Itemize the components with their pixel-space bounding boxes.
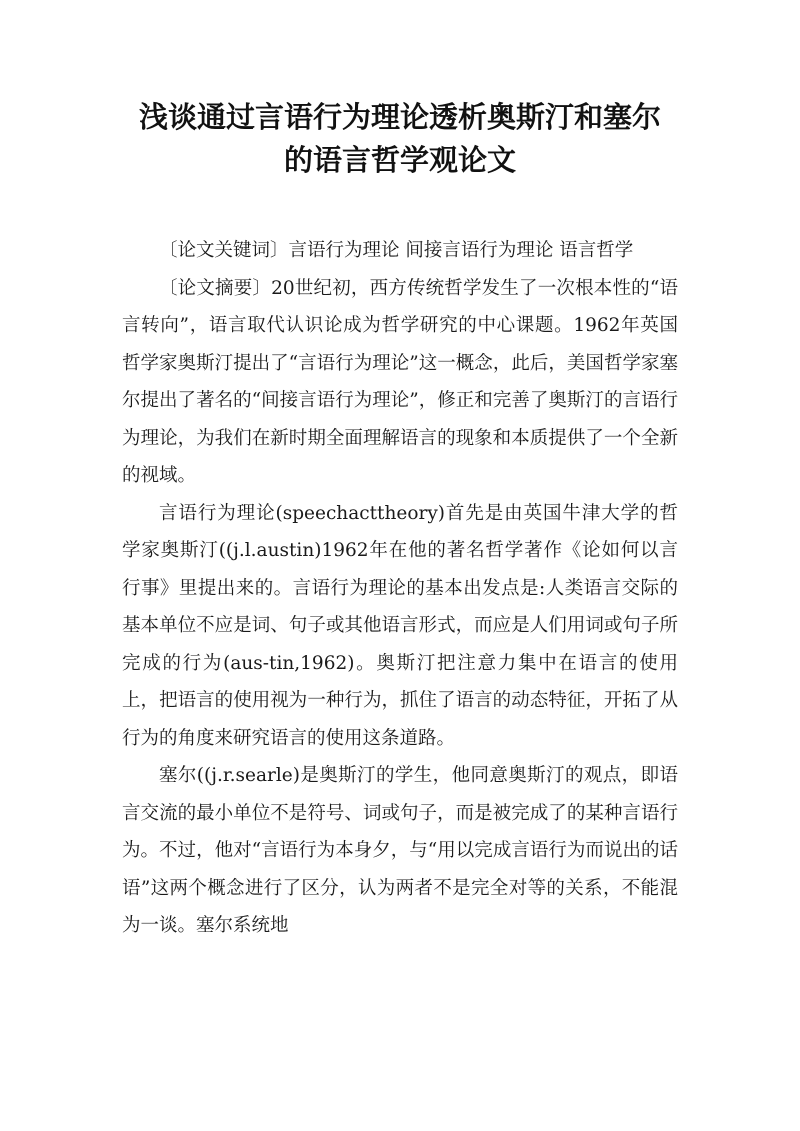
body-paragraph: 塞尔((j.r.searle)是奥斯汀的学生，他同意奥斯汀的观点，即语言交流的最小单位不是符号、词或句子，而是被完成了的某种言语行为。不过，他对“言语行为本身夕，与“用以完成言语行为而说出的话语”这两个概念进行了区分，认为两者不是完全对等的关系，不能混为一谈。塞尔系统地 [122,765,678,936]
document-title [100,96,700,182]
document-body [122,232,678,945]
body-paragraph: 言语行为理论(speechacttheory)首先是由英国牛津大学的哲学家奥斯汀((j.l.austin)1962年在他的著名哲学著作《论如何以言行事》里提出来的。言语行为理论的基本出发点是:人类语言交际的基本单位不应是词、句子或其他语言形式，而应是人们用词或句子所完成的行为(aus-tin,1962)。奥斯汀把注意力集中在语言的使用上，把语言的使用视为一种行为，抓住了语言的动态特征，开拓了从行为的角度来研究语言的使用这条道路。 [122,502,678,749]
abstract-paragraph: 〔论文摘要〕20世纪初，西方传统哲学发生了一次根本性的“语言转向”，语言取代认识论成为哲学研究的中心课题。1962年英国哲学家奥斯汀提出了“言语行为理论”这一概念，此后，美国哲学家塞尔提出了著名的“间接言语行为理论”，修正和完善了奥斯汀的言语行为理论，为我们在新时期全面理解语言的现象和本质提供了一个全新的视域。 [122,277,678,486]
title-line-2: 的语言哲学观论文 [283,143,516,177]
title-line-1: 浅谈通过言语行为理论透析奥斯汀和塞尔 [138,100,661,134]
keywords-paragraph: 〔论文关键词〕言语行为理论 间接言语行为理论 语言哲学 [159,240,634,261]
